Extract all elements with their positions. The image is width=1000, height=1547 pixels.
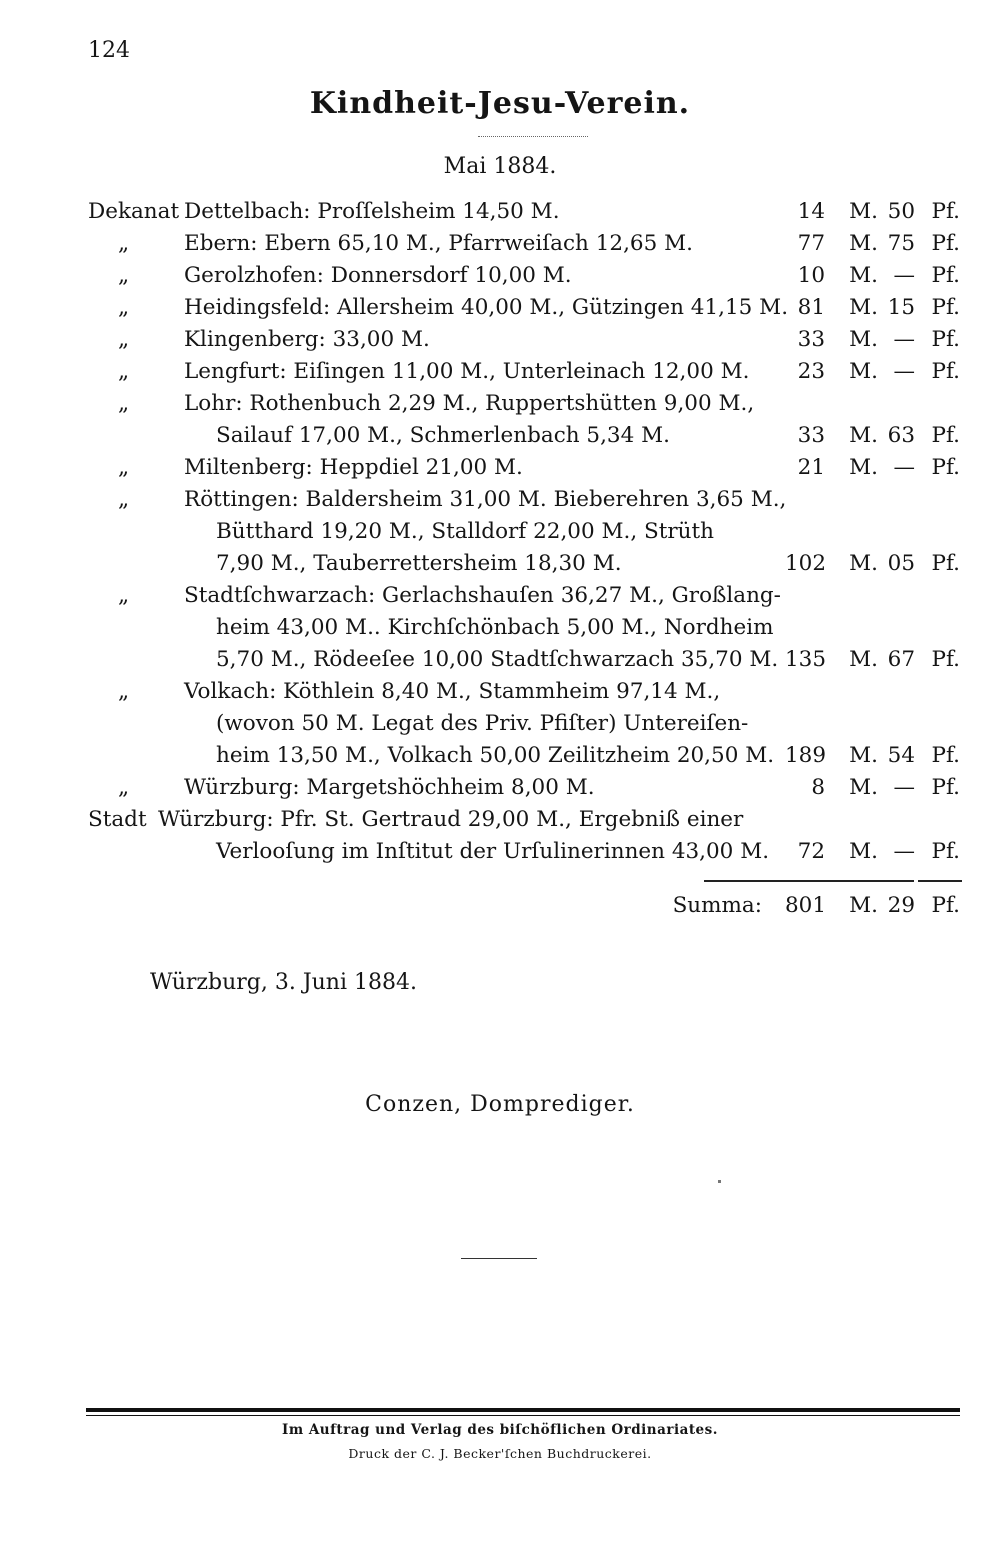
amount-marks: 23 <box>797 359 825 384</box>
amount-pf-unit: Pf. <box>931 743 960 768</box>
entry-text-cont: (wovon 50 M. Legat des Priv. Pfiſter) Untereiſen- <box>216 711 749 736</box>
entry-text-cont: heim 13,50 M., Volkach 50,00 Zeilitzheim 20,50 M. <box>216 743 775 768</box>
entry-text: Ebern: Ebern 65,10 M., Pfarrweiſach 12,65 M. <box>184 231 693 256</box>
table-row-continuation <box>0 836 1000 868</box>
amount-marks-unit: M. <box>849 359 878 384</box>
closing-rule <box>461 1258 537 1259</box>
entry-text: Heidingsfeld: Allersheim 40,00 M., Gützingen 41,15 M. <box>184 295 789 320</box>
ditto-mark: „ <box>118 295 130 320</box>
amount-pf-unit: Pf. <box>931 231 960 256</box>
place-date: Würzburg, 3. Juni 1884. <box>150 970 417 995</box>
ditto-mark: „ <box>118 679 130 704</box>
sum-rule <box>704 880 914 882</box>
ditto-mark: „ <box>118 391 130 416</box>
amount-pf-unit: Pf. <box>931 327 960 352</box>
entry-text-cont: 5,70 M., Rödeeſee 10,00 Stadtſchwarzach 35,70 M. <box>216 647 779 672</box>
summa-pf-unit: Pf. <box>931 893 960 918</box>
amount-marks-unit: M. <box>849 775 878 800</box>
entry-text: Lengfurt: Eiſingen 11,00 M., Unterleinach 12,00 M. <box>184 359 750 384</box>
amount-pf-unit: Pf. <box>931 839 960 864</box>
table-row <box>0 484 1000 516</box>
amount-marks: 81 <box>797 295 825 320</box>
amount-marks-unit: M. <box>849 839 878 864</box>
amount-pf: — <box>893 327 915 352</box>
table-row-continuation <box>0 644 1000 676</box>
table-row <box>0 260 1000 292</box>
ditto-mark: „ <box>118 583 130 608</box>
table-row-continuation <box>0 516 1000 548</box>
amount-marks-unit: M. <box>849 647 878 672</box>
amount-pf-unit: Pf. <box>931 423 960 448</box>
table-row <box>0 196 1000 228</box>
entry-text: Gerolzhofen: Donnersdorf 10,00 M. <box>184 263 572 288</box>
amount-pf: 75 <box>887 231 915 256</box>
sum-rule-pf <box>918 880 962 882</box>
amount-marks-unit: M. <box>849 231 878 256</box>
ditto-mark: „ <box>118 359 130 384</box>
title-divider <box>478 136 588 137</box>
entry-text: Würzburg: Pfr. St. Gertraud 29,00 M., Ergebniß einer <box>158 807 744 832</box>
ditto-mark: „ <box>118 487 130 512</box>
page-title: Kindheit-Jesu-Verein. <box>309 86 691 121</box>
entry-text-cont: Bütthard 19,20 M., Stalldorf 22,00 M., Strüth <box>216 519 714 544</box>
ditto-mark: „ <box>118 263 130 288</box>
table-row <box>0 324 1000 356</box>
amount-marks: 33 <box>797 423 825 448</box>
entry-text-cont: Sailauf 17,00 M., Schmerlenbach 5,34 M. <box>216 423 670 448</box>
amount-marks-unit: M. <box>849 743 878 768</box>
amount-pf: 54 <box>887 743 915 768</box>
amount-pf-unit: Pf. <box>931 263 960 288</box>
entry-text: Stadtſchwarzach: Gerlachshauſen 36,27 M., Großlang- <box>184 583 781 608</box>
amount-pf: — <box>893 359 915 384</box>
amount-marks-unit: M. <box>849 327 878 352</box>
table-row <box>0 292 1000 324</box>
dot-mark <box>718 1180 721 1183</box>
summa-pf: 29 <box>887 893 915 918</box>
page-number: 124 <box>88 38 130 63</box>
amount-pf: — <box>893 839 915 864</box>
entry-text: Würzburg: Margetshöchheim 8,00 M. <box>184 775 595 800</box>
amount-marks: 21 <box>797 455 825 480</box>
footer-publisher: Im Auftrag und Verlag des biſchöflichen Ordinariates. <box>282 1422 718 1438</box>
table-row <box>0 676 1000 708</box>
amount-marks-unit: M. <box>849 551 878 576</box>
page-subtitle: Mai 1884. <box>443 154 557 179</box>
entry-text-cont: 7,90 M., Tauberrettersheim 18,30 M. <box>216 551 622 576</box>
entry-text: Dettelbach: Proſſelsheim 14,50 M. <box>184 199 560 224</box>
amount-pf-unit: Pf. <box>931 199 960 224</box>
amount-pf: 63 <box>887 423 915 448</box>
table-row-continuation <box>0 420 1000 452</box>
amount-marks-unit: M. <box>849 423 878 448</box>
amount-pf: — <box>893 455 915 480</box>
table-row <box>0 772 1000 804</box>
amount-pf-unit: Pf. <box>931 647 960 672</box>
footer-printer: Druck der C. J. Becker'ſchen Buchdruckerei. <box>348 1446 652 1461</box>
amount-marks: 8 <box>811 775 825 800</box>
ditto-mark: „ <box>118 231 130 256</box>
summa-marks-unit: M. <box>849 893 878 918</box>
table-row-stadt <box>0 804 1000 836</box>
amount-pf-unit: Pf. <box>931 455 960 480</box>
entry-text-cont: Verlooſung im Inſtitut der Urſulinerinnen 43,00 M. <box>216 839 770 864</box>
signature: Conzen, Domprediger. <box>365 1092 635 1117</box>
amount-pf: 50 <box>887 199 915 224</box>
amount-pf: — <box>893 263 915 288</box>
amount-pf: 67 <box>887 647 915 672</box>
amount-pf-unit: Pf. <box>931 295 960 320</box>
ditto-mark: „ <box>118 455 130 480</box>
entry-text: Volkach: Köthlein 8,40 M., Stammheim 97,14 M., <box>184 679 721 704</box>
amount-marks-unit: M. <box>849 295 878 320</box>
amount-marks-unit: M. <box>849 199 878 224</box>
summa-row <box>0 890 1000 922</box>
amount-pf: 15 <box>887 295 915 320</box>
footer-rule-thin <box>86 1415 960 1416</box>
dekanat-label: Dekanat <box>88 199 180 224</box>
amount-marks: 14 <box>797 199 825 224</box>
amount-marks: 102 <box>785 551 827 576</box>
amount-marks: 33 <box>797 327 825 352</box>
table-row-continuation <box>0 708 1000 740</box>
amount-pf-unit: Pf. <box>931 551 960 576</box>
table-row-continuation <box>0 740 1000 772</box>
table-row-continuation <box>0 612 1000 644</box>
table-row <box>0 356 1000 388</box>
entry-text-cont: heim 43,00 M.. Kirchſchönbach 5,00 M., Nordheim <box>216 615 774 640</box>
amount-marks-unit: M. <box>849 263 878 288</box>
summa-marks: 801 <box>785 893 827 918</box>
amount-pf-unit: Pf. <box>931 775 960 800</box>
table-row-continuation <box>0 548 1000 580</box>
footer-rule-thick <box>86 1408 960 1412</box>
entry-text: Miltenberg: Heppdiel 21,00 M. <box>184 455 523 480</box>
table-row <box>0 228 1000 260</box>
ditto-mark: „ <box>118 775 130 800</box>
entry-text: Klingenberg: 33,00 M. <box>184 327 430 352</box>
stadt-label: Stadt <box>88 807 147 832</box>
amount-marks: 189 <box>785 743 827 768</box>
amount-marks-unit: M. <box>849 455 878 480</box>
ditto-mark: „ <box>118 327 130 352</box>
entry-text: Röttingen: Baldersheim 31,00 M. Bieberehren 3,65 M., <box>184 487 787 512</box>
amount-pf: 05 <box>887 551 915 576</box>
amount-pf: — <box>893 775 915 800</box>
amount-marks: 10 <box>797 263 825 288</box>
table-row <box>0 388 1000 420</box>
amount-marks: 77 <box>797 231 825 256</box>
table-row <box>0 452 1000 484</box>
table-row <box>0 580 1000 612</box>
amount-marks: 135 <box>785 647 827 672</box>
summa-label: Summa: <box>672 893 762 918</box>
amount-marks: 72 <box>797 839 825 864</box>
entry-text: Lohr: Rothenbuch 2,29 M., Ruppertshütten 9,00 M., <box>184 391 755 416</box>
amount-pf-unit: Pf. <box>931 359 960 384</box>
